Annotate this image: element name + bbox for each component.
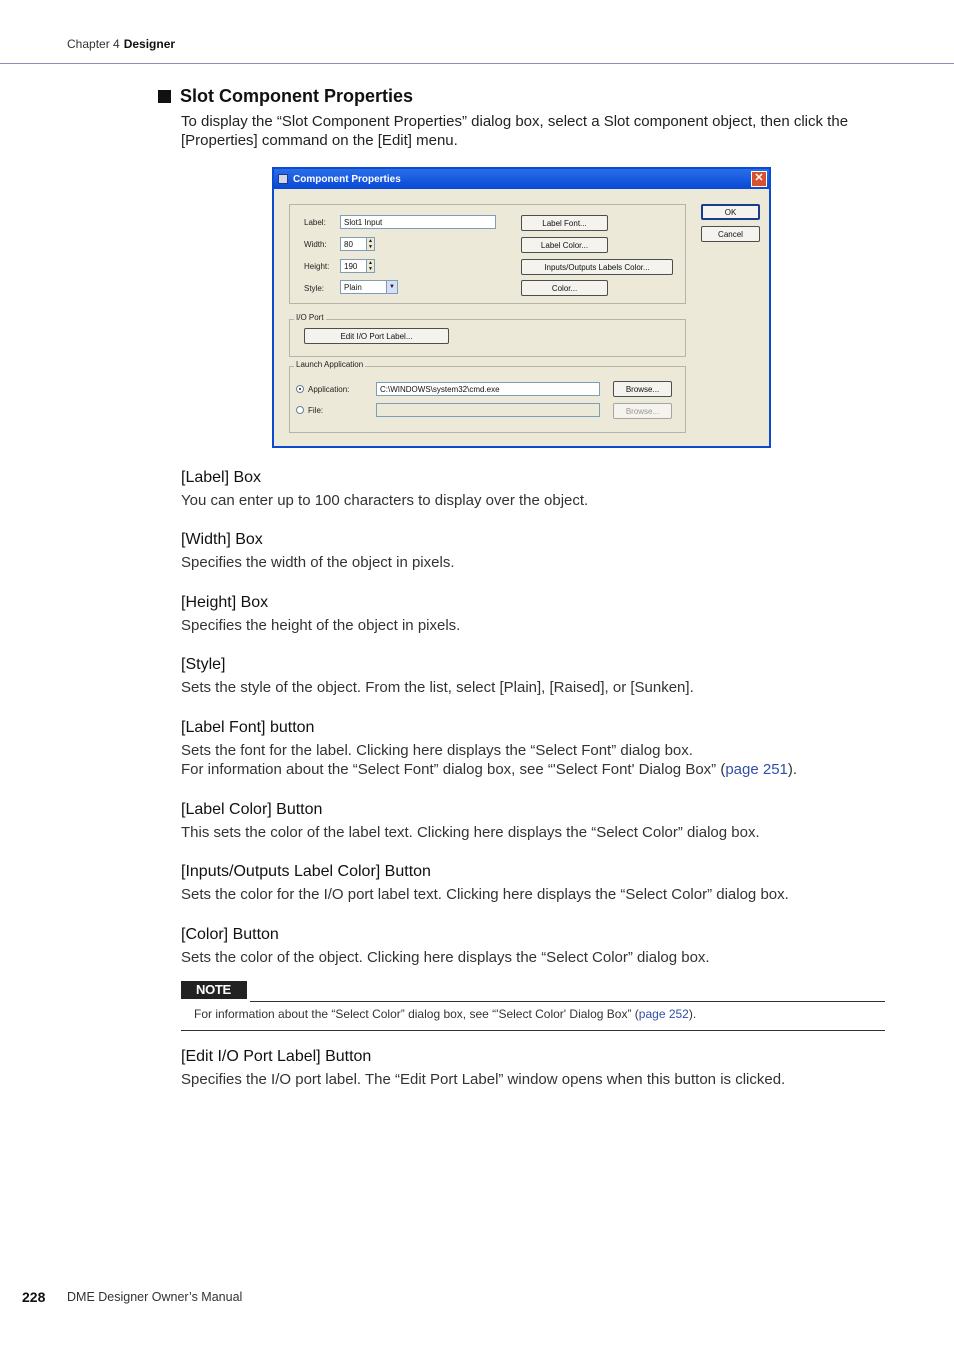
note-tag: NOTE (181, 981, 247, 999)
square-bullet-icon (158, 90, 171, 103)
note-divider-top (250, 1001, 885, 1002)
item-text: Sets the style of the object. From the list, select [Plain], [Raised], or [Sunken]. (181, 679, 694, 696)
color-item (181, 925, 891, 967)
style-select[interactable] (340, 280, 398, 294)
height-field-label: Height: (304, 262, 330, 271)
item-heading: [Color] Button (181, 926, 279, 943)
component-properties-dialog (272, 167, 771, 448)
section-title (158, 86, 413, 107)
item-heading: [Style] (181, 656, 226, 673)
note-page-link[interactable]: page 252 (638, 1007, 689, 1021)
item-text: Specifies the width of the object in pixels. (181, 554, 455, 571)
ok-button[interactable]: OK (701, 204, 760, 220)
intro-paragraph: To display the “Slot Component Properties” dialog box, select a Slot component object, then click the [Properties] command on the [Edit] menu. (181, 113, 849, 149)
note-text-pre: For information about the “Select Color” dialog box, see “'Select Color' Dialog Box” ( (194, 1007, 639, 1021)
item-text: Sets the font for the label. Clicking here displays the “Select Font” dialog box. (181, 742, 693, 759)
width-value: 80 (344, 240, 353, 249)
item-text: Sets the color for the I/O port label text. Clicking here displays the “Select Color” dialog box. (181, 886, 789, 903)
application-label: Application: (308, 385, 350, 394)
launch-application-group (289, 360, 686, 433)
application-path-input[interactable]: C:\WINDOWS\system32\cmd.exe (376, 382, 600, 396)
label-field-label: Label: (304, 218, 326, 227)
style-item (181, 655, 891, 697)
item-text: Specifies the height of the object in pixels. (181, 617, 461, 634)
item-text: Specifies the I/O port label. The “Edit Port Label” window opens when this button is clicked. (181, 1071, 786, 1088)
item-text: This sets the color of the label text. Clicking here displays the “Select Color” dialog box. (181, 824, 760, 841)
label-color-item (181, 800, 891, 842)
browse-file-button[interactable]: Browse... (613, 403, 672, 419)
file-radio[interactable] (296, 406, 304, 414)
width-spinner-icon[interactable]: ▲ ▼ (366, 238, 374, 251)
file-path-input[interactable] (376, 403, 600, 417)
width-field-label: Width: (304, 240, 327, 249)
style-field-label: Style: (304, 284, 325, 293)
browse-application-button[interactable]: Browse... (613, 381, 672, 397)
item-text-2-pre: For information about the “Select Font” dialog box, see “'Select Font' Dialog Box” ( (181, 761, 726, 778)
item-text-2-post: ). (787, 761, 798, 778)
chevron-down-icon[interactable]: ▼ (386, 281, 397, 293)
item-heading: [Label] Box (181, 469, 262, 486)
label-input[interactable]: Slot1 Input (340, 215, 496, 229)
height-value: 190 (344, 262, 358, 271)
height-input[interactable] (340, 259, 375, 273)
item-text-2 (181, 760, 891, 779)
item-heading: [Inputs/Outputs Label Color] Button (181, 863, 431, 880)
page-number: 228 (22, 1289, 46, 1305)
note-divider-bottom (181, 1030, 885, 1031)
height-box-item (181, 593, 891, 635)
note-text-post: ). (688, 1007, 697, 1021)
edit-io-port-item (181, 1047, 891, 1089)
item-heading: [Label Color] Button (181, 801, 323, 818)
label-color-button[interactable]: Label Color... (521, 237, 608, 253)
item-text: Sets the color of the object. Clicking here displays the “Select Color” dialog box. (181, 949, 710, 966)
edit-io-port-label-button[interactable]: Edit I/O Port Label... (304, 328, 449, 344)
note-text (194, 1007, 696, 1021)
item-text: You can enter up to 100 characters to display over the object. (181, 492, 589, 509)
label-box-item (181, 468, 891, 510)
label-font-item (181, 718, 891, 779)
note-box (181, 981, 885, 1021)
launch-application-group-label: Launch Application (296, 360, 364, 369)
item-heading: [Label Font] button (181, 719, 315, 736)
label-font-button[interactable]: Label Font... (521, 215, 608, 231)
height-spinner-icon[interactable]: ▲ ▼ (366, 260, 374, 273)
io-label-color-item (181, 862, 891, 904)
close-icon[interactable]: ✕ (751, 171, 767, 187)
cancel-button[interactable]: Cancel (701, 226, 760, 242)
section-label: Designer (123, 37, 176, 51)
io-port-group-label: I/O Port (296, 313, 324, 322)
section-title-text: Slot Component Properties (180, 86, 414, 106)
dialog-titlebar (274, 169, 769, 189)
item-heading: [Height] Box (181, 594, 269, 611)
page-header (67, 37, 175, 51)
item-heading: [Edit I/O Port Label] Button (181, 1048, 372, 1065)
application-radio[interactable] (296, 385, 304, 393)
manual-title: DME Designer Owner’s Manual (67, 1290, 243, 1304)
app-icon (278, 174, 288, 184)
style-value: Plain (344, 283, 362, 292)
item-heading: [Width] Box (181, 531, 263, 548)
chapter-label: Chapter 4 (67, 37, 120, 51)
color-button[interactable]: Color... (521, 280, 608, 296)
header-divider (0, 63, 954, 64)
width-box-item (181, 530, 891, 572)
file-label: File: (308, 406, 324, 415)
width-input[interactable] (340, 237, 375, 251)
io-labels-color-button[interactable]: Inputs/Outputs Labels Color... (521, 259, 673, 275)
page-link[interactable]: page 251 (725, 761, 788, 778)
dialog-title: Component Properties (293, 173, 401, 185)
